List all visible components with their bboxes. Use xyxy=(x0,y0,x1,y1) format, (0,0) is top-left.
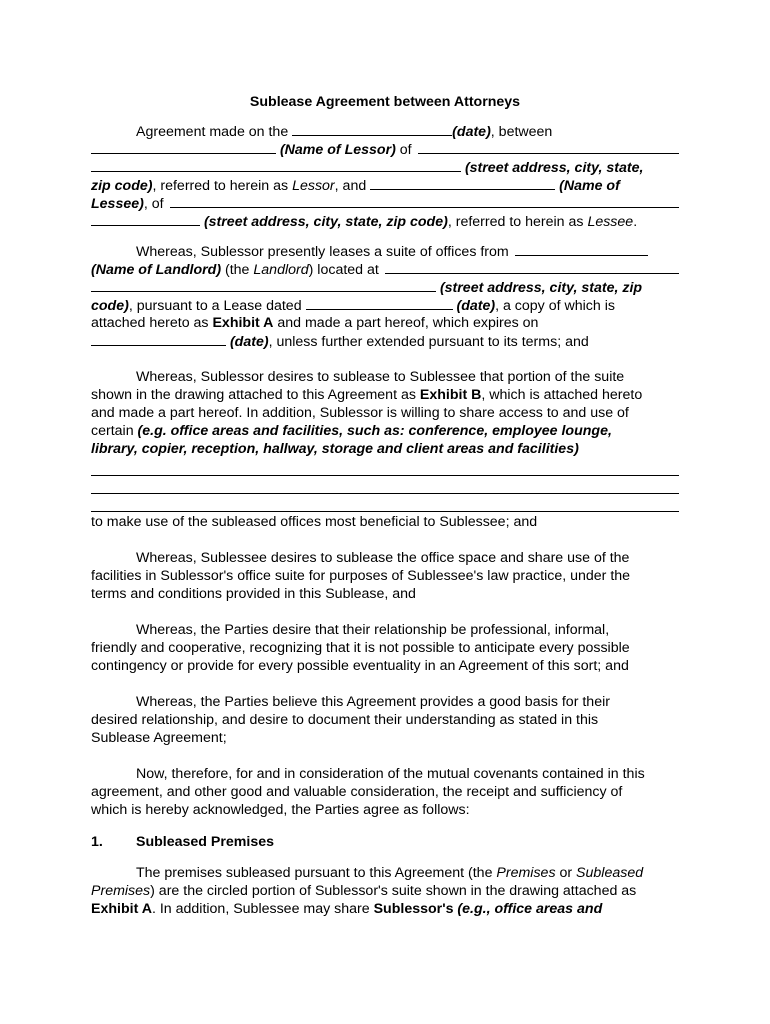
lessee-address-blank-2[interactable] xyxy=(91,212,200,226)
paragraph-relationship: Whereas, the Parties desire that their relationship be professional, informal, friendly and cooperative, recognizing that it is not possible to anticipate every possible contingency or provide for every possible eventuality in an Agreement of this sort; and xyxy=(91,622,630,674)
lessor-name-blank[interactable] xyxy=(91,140,276,154)
paragraph-sublease-portion: Whereas, Sublessor desires to sublease to Sublessee that portion of the suite shown in the drawing attached to this Agreement as Exhibit B , which is attached hereto and made a part hereof. In addition, Sublessor is willing to share access to and use of certain (e.g. office areas and facilities, such as: conference, employee lounge, library, copier, reception, hallway, storage and client areas and facilities) to make use of the subleased offices most beneficial to Sublessee; and xyxy=(91,368,679,531)
paragraph-sublessee-desires: Whereas, Sublessee desires to sublease the office space and share use of the facilities in Sublessor's office suite for purposes of Sublessee's law practice, under the terms and conditions provided in this Sublease, and xyxy=(91,550,631,602)
paragraph-lease: Whereas, Sublessor presently leases a suite of offices from (Name of Landlord) (the Landlord ) located at (street address, city, state, zip code) , pursuant to a Lease dated (date) , a copy of which is attached hereto as Exhibit A and made a part hereof, which expires on (date) , unless further extended pursuant to its terms; and xyxy=(91,242,679,350)
document-title: Sublease Agreement between Attorneys xyxy=(249,94,521,110)
lessee-name-blank[interactable] xyxy=(370,176,555,190)
paragraph-parties: Agreement made on the (date) , between (Name of Lessor) of (street address, city, state, zip code), referred to herein as Lessor, and (Name of Lessee) , of (street address, city, state, zip code) , referred to herein as Lessee . xyxy=(91,122,679,230)
shared-areas-blank-line-1[interactable] xyxy=(91,458,679,476)
landlord-address-blank-1[interactable] xyxy=(385,260,679,274)
paragraph-premises: The premises subleased pursuant to this Agreement (the Premises or Subleased Premises ) are the circled portion of Sublessor's suite shown in the drawing attached as Exhibit A . In addition, Sublessee may share Sublessor's (e.g., office areas and xyxy=(91,865,644,917)
lease-expiry-date-blank[interactable] xyxy=(91,332,226,346)
section-heading-subleased-premises: 1. Subleased Premises xyxy=(91,834,275,850)
lease-date-blank[interactable] xyxy=(306,296,453,310)
shared-areas-blank-line-3[interactable] xyxy=(91,494,679,512)
lessor-address-blank-2[interactable] xyxy=(91,158,461,172)
landlord-name-blank[interactable] xyxy=(515,242,648,256)
shared-areas-blank-line-2[interactable] xyxy=(91,476,679,494)
landlord-address-blank-2[interactable] xyxy=(91,278,436,292)
paragraph-good-basis: Whereas, the Parties believe this Agreement provides a good basis for their desired relationship, and desire to document their understanding as stated in this Sublease Agreement; xyxy=(91,694,610,746)
lessee-address-blank-1[interactable] xyxy=(170,194,679,208)
paragraph-consideration: Now, therefore, for and in consideration of the mutual covenants contained in this agreement, and other good and valuable consideration, the receipt and sufficiency of which is hereby acknowledged, the Parties agree as follows: xyxy=(91,766,645,818)
lessor-address-blank-1[interactable] xyxy=(418,140,679,154)
agreement-date-blank[interactable] xyxy=(292,122,452,136)
document-body xyxy=(91,93,679,918)
